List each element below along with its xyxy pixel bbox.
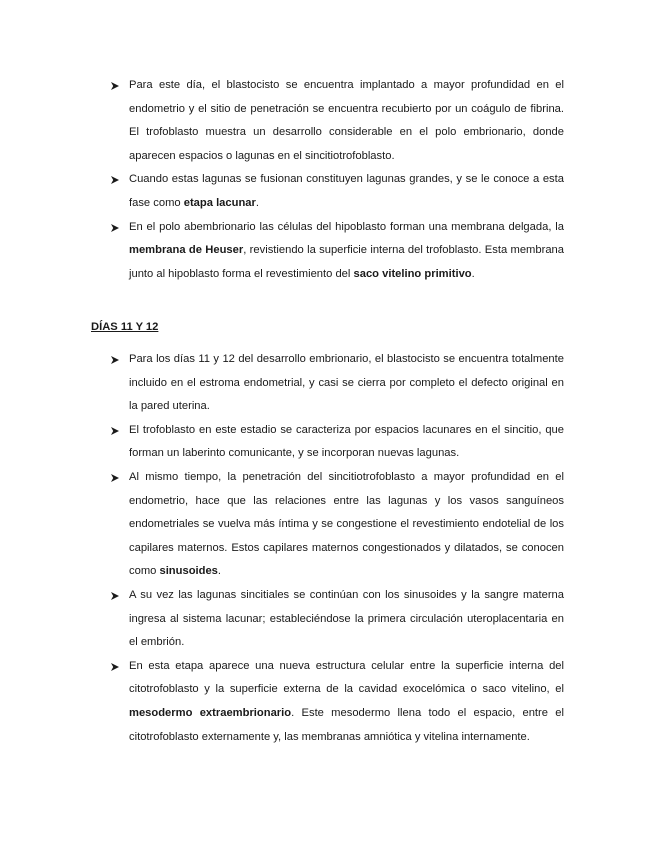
list-item: [110, 419, 564, 466]
list-item: [110, 466, 564, 584]
list-item-text: Para los días 11 y 12 del desarrollo embrionario, el blastocisto se encuentra totalmente incluido en el estroma endometrial, y casi se cierra por completo el defecto original en la pared uterina.: [129, 353, 564, 413]
arrowhead-bullet-icon: [110, 348, 122, 372]
list-item-text: El trofoblasto en este estadio se caracteriza por espacios lacunares en el sincitio, que forman un laberinto comunicante, y se incorporan nuevas lagunas.: [129, 423, 564, 460]
arrowhead-bullet-icon: [110, 466, 122, 490]
list-item: [110, 655, 564, 749]
list-item-text: .: [471, 267, 475, 280]
arrowhead-bullet-icon: [110, 216, 122, 240]
list-item: [110, 584, 564, 655]
bold-term: etapa lacunar: [183, 196, 256, 209]
bold-term: sinusoides: [159, 565, 218, 578]
list-item: [110, 168, 564, 215]
list-item: [110, 216, 564, 287]
arrowhead-bullet-icon: [110, 419, 122, 443]
arrowhead-bullet-icon: [110, 584, 122, 608]
section-heading: DÍAS 11 Y 12: [91, 321, 159, 333]
list-item-text: .: [255, 196, 259, 209]
arrowhead-bullet-icon: [110, 655, 122, 679]
bold-term: saco vitelino primitivo: [353, 267, 472, 280]
list-item-text: En esta etapa aparece una nueva estructura celular entre la superficie interna del citotrofoblasto y la superficie externa de la cavidad exocelómica o saco vitelino, el: [129, 659, 564, 696]
list-item-text: A su vez las lagunas sincitiales se continúan con los sinusoides y la sangre materna ingresa al sistema lacunar; estableciéndose la primera circulación uteroplacentaria en el embrión.: [129, 588, 564, 649]
bold-term: membrana de Heuser: [129, 244, 244, 257]
list-item: [110, 74, 564, 168]
bold-term: mesodermo extraembrionario: [129, 706, 292, 719]
list-item-text: Al mismo tiempo, la penetración del sincitiotrofoblasto a mayor profundidad en el endometrio, hace que las relaciones entre las lagunas y los vasos sanguíneos endometriales se vuelva más íntima y se congestione el revestimiento endotelial de los capilares maternos. Estos capilares maternos congestionados y dilatados, se conocen como: [129, 470, 564, 578]
list-item-text: En el polo abembrionario las células del hipoblasto forman una membrana delgada, la: [129, 220, 564, 233]
list-item-text: Para este día, el blastocisto se encuentra implantado a mayor profundidad en el endometrio y el sitio de penetración se encuentra recubierto por un coágulo de fibrina. El trofoblasto muestra un desarrollo considerable en el polo embrionario, donde aparecen espacios o lagunas en el sincitiotrofoblasto.: [129, 79, 564, 162]
list-item-text: Cuando estas lagunas se fusionan constituyen lagunas grandes, y se le conoce a esta fase como: [129, 173, 564, 209]
bullet-list-section-2: [110, 348, 564, 749]
arrowhead-bullet-icon: [110, 168, 122, 192]
list-item-text: , revistiendo la superficie interna del trofoblasto. Esta membrana junto al hipoblasto forma el revestimiento del: [129, 244, 564, 280]
list-item-text: . Este mesodermo llena todo el espacio, entre el citotrofoblasto externamente y, las membranas amniótica y vitelina internamente.: [129, 706, 564, 743]
arrowhead-bullet-icon: [110, 74, 122, 98]
bullet-list-section-1: [110, 74, 564, 286]
list-item: [110, 348, 564, 419]
list-item-text: .: [217, 565, 222, 578]
